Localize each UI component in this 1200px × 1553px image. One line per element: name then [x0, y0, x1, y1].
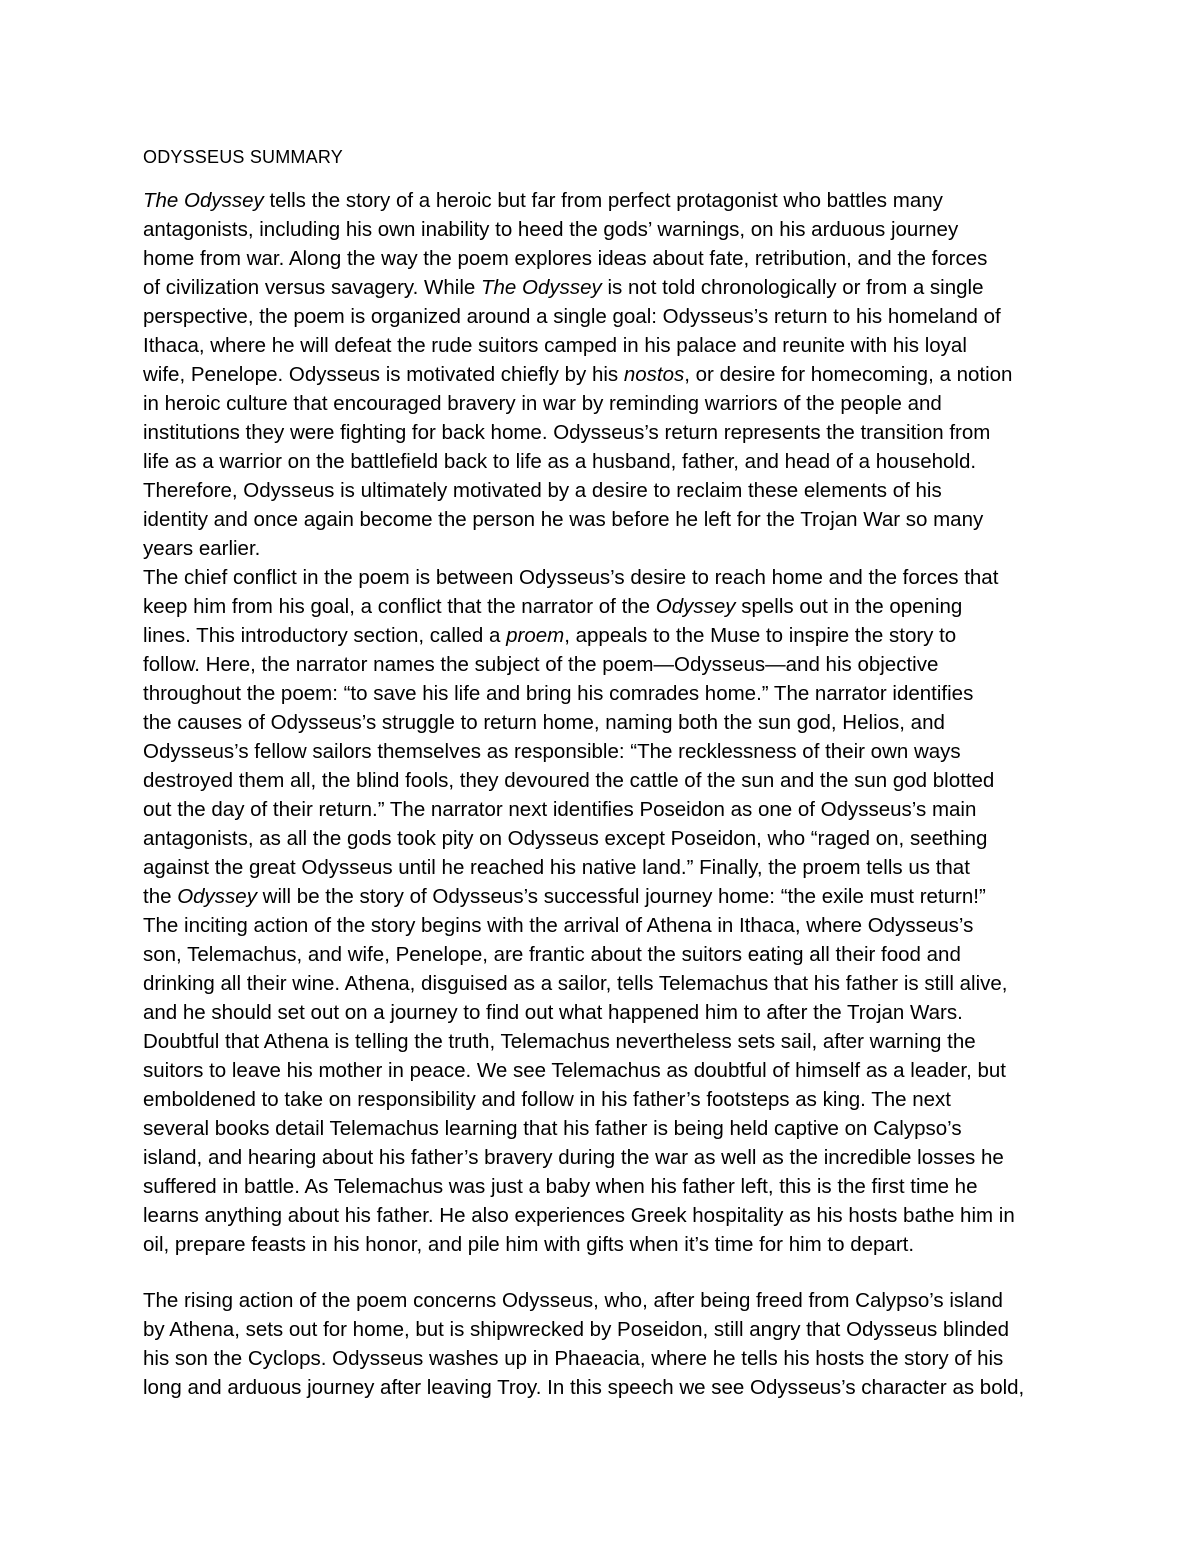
text-line: [143, 621, 1063, 650]
text-run: tells the story of a heroic but far from perfect protagonist who battles many: [263, 189, 943, 212]
text-run: long and arduous journey after leaving Troy. In this speech we see Odysseus’s character as bold,: [143, 1376, 1025, 1399]
text-run: by Athena, sets out for home, but is shipwrecked by Poseidon, still angry that Odysseus blinded: [143, 1318, 1010, 1341]
text-run: life as a warrior on the battlefield back to life as a husband, father, and head of a household.: [143, 450, 977, 473]
text-run: home from war. Along the way the poem explores ideas about fate, retribution, and the forces: [143, 247, 988, 270]
text-run: drinking all their wine. Athena, disguised as a sailor, tells Telemachus that his father is still alive,: [143, 972, 1008, 995]
text-run: institutions they were fighting for back home. Odysseus’s return represents the transition from: [143, 421, 991, 444]
text-line: [143, 592, 1063, 621]
text-line: [143, 302, 1063, 331]
text-run: , appeals to the Muse to inspire the story to: [564, 624, 957, 647]
text-run: several books detail Telemachus learning that his father is being held captive on Calypso’s: [143, 1117, 962, 1140]
text-run: The chief conflict in the poem is between Odysseus’s desire to reach home and the forces that: [143, 566, 999, 589]
text-line: [143, 1344, 1063, 1373]
text-run: the causes of Odysseus’s struggle to return home, naming both the sun god, Helios, and: [143, 711, 945, 734]
text-line: [143, 1056, 1063, 1085]
text-line: [143, 1172, 1063, 1201]
italic-text-run: Odyssey: [177, 885, 257, 908]
text-run: against the great Odysseus until he reached his native land.” Finally, the proem tells us that: [143, 856, 970, 879]
text-line: [143, 882, 1063, 911]
text-run: The inciting action of the story begins with the arrival of Athena in Ithaca, where Odysseus’s: [143, 914, 974, 937]
text-line: [143, 1230, 1063, 1259]
text-line: [143, 331, 1063, 360]
text-run: follow. Here, the narrator names the subject of the poem—Odysseus—and his objective: [143, 653, 939, 676]
text-line: [143, 998, 1063, 1027]
text-line: [143, 1027, 1063, 1056]
text-run: wife, Penelope. Odysseus is motivated chiefly by his: [143, 363, 624, 386]
text-run: destroyed them all, the blind fools, they devoured the cattle of the sun and the sun god blotted: [143, 769, 995, 792]
text-run: emboldened to take on responsibility and follow in his father’s footsteps as king. The next: [143, 1088, 951, 1111]
text-run: suffered in battle. As Telemachus was just a baby when his father left, this is the first time he: [143, 1175, 978, 1198]
text-run: is not told chronologically or from a single: [601, 276, 984, 299]
text-run: , or desire for homecoming, a notion: [684, 363, 1013, 386]
text-line: [143, 505, 1063, 534]
text-line: [143, 1201, 1063, 1230]
text-run: perspective, the poem is organized around a single goal: Odysseus’s return to his homeland of: [143, 305, 1001, 328]
text-run: son, Telemachus, and wife, Penelope, are frantic about the suitors eating all their food and: [143, 943, 961, 966]
body-text-block-2: [143, 1286, 1063, 1402]
text-run: antagonists, as all the gods took pity on Odysseus except Poseidon, who “raged on, seething: [143, 827, 988, 850]
text-run: spells out in the opening: [735, 595, 963, 618]
text-line: [143, 186, 1063, 215]
italic-text-run: proem: [506, 624, 565, 647]
text-line: [143, 969, 1063, 998]
text-line: [143, 795, 1063, 824]
text-line: [143, 650, 1063, 679]
text-line: [143, 563, 1063, 592]
text-line: [143, 708, 1063, 737]
text-line: [143, 911, 1063, 940]
text-run: his son the Cyclops. Odysseus washes up in Phaeacia, where he tells his hosts the story of his: [143, 1347, 1004, 1370]
italic-text-run: The Odyssey: [481, 276, 602, 299]
text-line: [143, 476, 1063, 505]
text-run: and he should set out on a journey to find out what happened him to after the Trojan Wars.: [143, 1001, 963, 1024]
document-title: ODYSSEUS SUMMARY: [143, 147, 343, 167]
text-line: [143, 766, 1063, 795]
text-line: [143, 1143, 1063, 1172]
text-line: [143, 1114, 1063, 1143]
text-line: [143, 824, 1063, 853]
body-text-block-1: [143, 186, 1063, 1259]
text-run: Doubtful that Athena is telling the truth, Telemachus nevertheless sets sail, after warning the: [143, 1030, 976, 1053]
italic-text-run: The Odyssey: [143, 189, 264, 212]
text-run: years earlier.: [143, 537, 261, 560]
text-run: Odysseus’s fellow sailors themselves as responsible: “The recklessness of their own ways: [143, 740, 961, 763]
text-run: in heroic culture that encouraged bravery in war by reminding warriors of the people and: [143, 392, 942, 415]
text-run: Ithaca, where he will defeat the rude suitors camped in his palace and reunite with his loyal: [143, 334, 967, 357]
text-run: throughout the poem: “to save his life and bring his comrades home.” The narrator identifies: [143, 682, 974, 705]
text-line: [143, 360, 1063, 389]
text-run: suitors to leave his mother in peace. We see Telemachus as doubtful of himself as a leader, but: [143, 1059, 1007, 1082]
text-run: The rising action of the poem concerns Odysseus, who, after being freed from Calypso’s island: [143, 1289, 1003, 1312]
text-run: learns anything about his father. He also experiences Greek hospitality as his hosts bathe him in: [143, 1204, 1015, 1227]
text-run: antagonists, including his own inability to heed the gods’ warnings, on his arduous journey: [143, 218, 959, 241]
text-line: [143, 1085, 1063, 1114]
italic-text-run: Odyssey: [655, 595, 736, 618]
text-line: [143, 737, 1063, 766]
text-run: the: [143, 885, 178, 908]
text-run: keep him from his goal, a conflict that the narrator of the: [143, 595, 656, 618]
text-line: [143, 273, 1063, 302]
text-run: Therefore, Odysseus is ultimately motivated by a desire to reclaim these elements of his: [143, 479, 942, 502]
text-line: [143, 447, 1063, 476]
text-line: [143, 1286, 1063, 1315]
text-line: [143, 1315, 1063, 1344]
text-run: island, and hearing about his father’s bravery during the war as well as the incredible losses he: [143, 1146, 1004, 1169]
text-run: identity and once again become the person he was before he left for the Trojan War so many: [143, 508, 984, 531]
text-line: [143, 389, 1063, 418]
text-run: lines. This introductory section, called a: [143, 624, 507, 647]
text-line: [143, 853, 1063, 882]
text-line: [143, 534, 1063, 563]
italic-text-run: nostos: [623, 363, 685, 386]
text-run: will be the story of Odysseus’s successful journey home: “the exile must return!”: [256, 885, 986, 908]
text-line: [143, 244, 1063, 273]
text-line: [143, 679, 1063, 708]
text-run: oil, prepare feasts in his honor, and pile him with gifts when it’s time for him to depart.: [143, 1233, 915, 1256]
text-line: [143, 418, 1063, 447]
text-line: [143, 1373, 1063, 1402]
text-line: [143, 940, 1063, 969]
text-run: out the day of their return.” The narrator next identifies Poseidon as one of Odysseus’s main: [143, 798, 977, 821]
text-run: of civilization versus savagery. While: [143, 276, 481, 299]
text-line: [143, 215, 1063, 244]
